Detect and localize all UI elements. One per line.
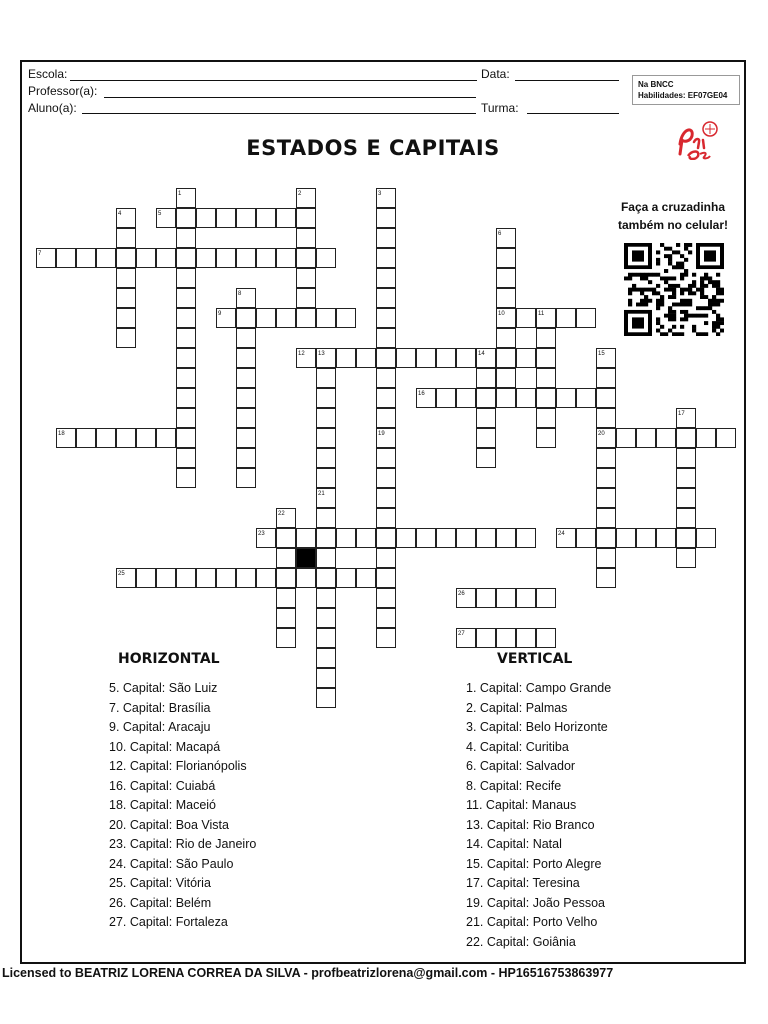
escola-field[interactable] [70, 80, 477, 81]
crossword-cell[interactable] [596, 488, 616, 508]
crossword-cell[interactable] [636, 428, 656, 448]
crossword-cell[interactable] [616, 428, 636, 448]
clue-item: 10. Capital: Macapá [109, 739, 221, 754]
clue-item: 8. Capital: Recife [466, 778, 562, 793]
promo-line-2: também no celular! [617, 218, 729, 232]
professor-label: Professor(a): [28, 84, 98, 98]
crossword-cell[interactable] [76, 248, 96, 268]
turma-field[interactable] [527, 113, 619, 114]
crossword-cell[interactable] [476, 628, 496, 648]
clue-number: 2 [298, 191, 302, 197]
crossword-cell[interactable] [496, 268, 516, 288]
crossword-cell[interactable] [496, 348, 516, 368]
clue-number: 20 [598, 431, 605, 437]
clue-number: 27 [458, 631, 465, 637]
crossword-cell[interactable] [536, 588, 556, 608]
crossword-cell[interactable] [536, 628, 556, 648]
crossword-cell[interactable] [476, 528, 496, 548]
crossword-cell[interactable] [256, 568, 276, 588]
crossword-cell[interactable] [376, 388, 396, 408]
bncc-title: Na BNCC [638, 80, 674, 89]
crossword-cell[interactable] [556, 308, 576, 328]
bncc-box [632, 75, 740, 105]
clue-item: 27. Capital: Fortaleza [109, 915, 228, 929]
crossword-cell[interactable] [176, 248, 196, 268]
crossword-cell[interactable] [676, 548, 696, 568]
crossword-cell[interactable] [176, 308, 196, 328]
crossword-cell[interactable] [316, 308, 336, 328]
crossword-cell[interactable] [256, 248, 276, 268]
crossword-cell[interactable] [236, 208, 256, 228]
clue-item: 11. Capital: Manaus [466, 798, 577, 812]
clue-number: 6 [498, 231, 502, 237]
crossword-cell[interactable] [376, 508, 396, 528]
crossword-cell[interactable] [136, 248, 156, 268]
clue-item: 14. Capital: Natal [466, 837, 562, 851]
clue-number: 17 [678, 411, 685, 417]
clue-number: 24 [558, 531, 565, 537]
crossword-cell[interactable] [456, 348, 476, 368]
crossword-cell[interactable] [276, 308, 296, 328]
clue-number: 1 [178, 191, 182, 197]
crossword-cell[interactable] [196, 568, 216, 588]
clue-number: 8 [238, 291, 242, 297]
crossword-cell[interactable] [696, 428, 716, 448]
aluno-label: Aluno(a): [28, 101, 77, 115]
crossword-cell[interactable] [476, 428, 496, 448]
crossword-cell[interactable] [256, 308, 276, 328]
clue-number: 21 [318, 491, 325, 497]
crossword-cell[interactable] [696, 528, 716, 548]
crossword-cell[interactable] [596, 388, 616, 408]
crossword-cell[interactable] [156, 428, 176, 448]
crossword-cell[interactable] [676, 468, 696, 488]
license-footer: Licensed to BEATRIZ LORENA CORREA DA SILVA - profbeatrizlorena@gmail.com - HP16516753863977 [2, 966, 614, 980]
crossword-cell[interactable] [416, 348, 436, 368]
crossword-cell[interactable] [536, 388, 556, 408]
crossword-cell[interactable] [296, 288, 316, 308]
crossword-cell[interactable] [256, 208, 276, 228]
crossword-cell[interactable] [316, 608, 336, 628]
crossword-cell[interactable] [276, 608, 296, 628]
crossword-cell[interactable] [236, 408, 256, 428]
crossword-cell[interactable] [496, 368, 516, 388]
horizontal-heading: HORIZONTAL [118, 651, 220, 667]
clue-item: 24. Capital: São Paulo [109, 856, 234, 871]
crossword-cell[interactable] [396, 528, 416, 548]
clue-item: 5. Capital: São Luiz [109, 681, 218, 695]
crossword-cell[interactable] [236, 368, 256, 388]
crossword-cell[interactable] [116, 428, 136, 448]
professor-field[interactable] [104, 97, 476, 98]
crossword-cell[interactable] [176, 348, 196, 368]
clue-number: 9 [218, 311, 222, 317]
crossword-cell[interactable] [516, 528, 536, 548]
vertical-clues-list [466, 679, 611, 952]
crossword-cell[interactable] [416, 528, 436, 548]
crossword-cell[interactable] [316, 388, 336, 408]
crossword-cell[interactable] [536, 328, 556, 348]
crossword-cell[interactable] [596, 528, 616, 548]
crossword-cell[interactable] [676, 488, 696, 508]
crossword-cell[interactable] [276, 568, 296, 588]
crossword-cell[interactable] [56, 248, 76, 268]
crossword-cell[interactable] [176, 208, 196, 228]
crossword-cell[interactable] [436, 528, 456, 548]
black-cell [296, 548, 316, 568]
crossword-cell[interactable] [376, 228, 396, 248]
crossword-cell[interactable] [376, 548, 396, 568]
crossword-cell[interactable] [316, 688, 336, 708]
clue-number: 10 [498, 311, 505, 317]
crossword-cell[interactable] [436, 388, 456, 408]
crossword-cell[interactable] [656, 528, 676, 548]
crossword-cell[interactable] [496, 528, 516, 548]
crossword-cell[interactable] [576, 308, 596, 328]
crossword-cell[interactable] [296, 568, 316, 588]
crossword-cell[interactable] [356, 528, 376, 548]
clue-item: 21. Capital: Porto Velho [466, 915, 598, 929]
crossword-cell[interactable] [316, 568, 336, 588]
crossword-cell[interactable] [316, 408, 336, 428]
crossword-cell[interactable] [136, 428, 156, 448]
crossword-cell[interactable] [376, 328, 396, 348]
crossword-cell[interactable] [236, 568, 256, 588]
crossword-cell[interactable] [176, 328, 196, 348]
crossword-cell[interactable] [296, 228, 316, 248]
clue-item: 9. Capital: Aracaju [109, 720, 211, 734]
crossword-cell[interactable] [156, 568, 176, 588]
crossword-cell[interactable] [176, 288, 196, 308]
crossword-cell[interactable] [656, 428, 676, 448]
crossword-cell[interactable] [236, 428, 256, 448]
horizontal-clues-list [109, 679, 256, 933]
clue-item: 6. Capital: Salvador [466, 759, 576, 773]
crossword-cell[interactable] [716, 428, 736, 448]
crossword-cell[interactable] [296, 308, 316, 328]
crossword-cell[interactable] [176, 388, 196, 408]
crossword-cell[interactable] [236, 328, 256, 348]
crossword-cell[interactable] [216, 208, 236, 228]
crossword-cell[interactable] [376, 348, 396, 368]
crossword-cell[interactable] [376, 408, 396, 428]
crossword-cell[interactable] [596, 408, 616, 428]
crossword-cell[interactable] [296, 248, 316, 268]
crossword-cell[interactable] [176, 268, 196, 288]
crossword-cell[interactable] [116, 328, 136, 348]
crossword-cell[interactable] [596, 508, 616, 528]
crossword-cell[interactable] [596, 548, 616, 568]
clue-item: 22. Capital: Goiânia [466, 934, 576, 949]
crossword-cell[interactable] [236, 308, 256, 328]
crossword-cell[interactable] [476, 448, 496, 468]
clue-number: 23 [258, 531, 265, 537]
data-label: Data: [481, 67, 510, 81]
crossword-cell[interactable] [176, 468, 196, 488]
crossword-cell[interactable] [496, 388, 516, 408]
crossword-cell[interactable] [316, 588, 336, 608]
crossword-cell[interactable] [316, 468, 336, 488]
crossword-cell[interactable] [236, 388, 256, 408]
crossword-cell[interactable] [276, 548, 296, 568]
crossword-cell[interactable] [236, 448, 256, 468]
crossword-cell[interactable] [536, 408, 556, 428]
crossword-cell[interactable] [276, 248, 296, 268]
crossword-cell[interactable] [176, 368, 196, 388]
crossword-cell[interactable] [176, 408, 196, 428]
crossword-cell[interactable] [436, 348, 456, 368]
crossword-cell[interactable] [276, 208, 296, 228]
crossword-cell[interactable] [316, 448, 336, 468]
crossword-cell[interactable] [456, 528, 476, 548]
crossword-cell[interactable] [316, 648, 336, 668]
turma-label: Turma: [481, 101, 519, 115]
crossword-cell[interactable] [196, 248, 216, 268]
crossword-cell[interactable] [236, 248, 256, 268]
crossword-cell[interactable] [196, 208, 216, 228]
crossword-cell[interactable] [536, 348, 556, 368]
clue-item: 25. Capital: Vitória [109, 876, 211, 890]
crossword-cell[interactable] [596, 368, 616, 388]
crossword-cell[interactable] [496, 588, 516, 608]
clue-item: 4. Capital: Curitiba [466, 739, 569, 754]
crossword-cell[interactable] [496, 328, 516, 348]
clue-item: 15. Capital: Porto Alegre [466, 856, 602, 871]
clue-number: 25 [118, 571, 125, 577]
crossword-cell[interactable] [116, 268, 136, 288]
clue-item: 12. Capital: Florianópolis [109, 759, 247, 773]
crossword-cell[interactable] [576, 528, 596, 548]
clue-number: 14 [478, 351, 485, 357]
clue-number: 26 [458, 591, 465, 597]
crossword-cell[interactable] [116, 308, 136, 328]
crossword-cell[interactable] [376, 308, 396, 328]
crossword-cell[interactable] [276, 528, 296, 548]
crossword-cell[interactable] [476, 408, 496, 428]
aluno-field[interactable] [82, 113, 476, 114]
clue-item: 20. Capital: Boa Vista [109, 817, 229, 832]
clue-number: 12 [298, 351, 305, 357]
crossword-cell[interactable] [336, 348, 356, 368]
crossword-cell[interactable] [616, 528, 636, 548]
crossword-cell[interactable] [516, 308, 536, 328]
crossword-cell[interactable] [676, 508, 696, 528]
crossword-cell[interactable] [336, 568, 356, 588]
clue-number: 3 [378, 191, 382, 197]
crossword-cell[interactable] [76, 428, 96, 448]
crossword-cell[interactable] [156, 248, 176, 268]
crossword-cell[interactable] [316, 508, 336, 528]
clue-number: 4 [118, 211, 122, 217]
clue-number: 7 [38, 251, 42, 257]
crossword-cell[interactable] [396, 348, 416, 368]
clue-item: 17. Capital: Teresina [466, 876, 580, 890]
crossword-cell[interactable] [676, 428, 696, 448]
clue-item: 18. Capital: Maceió [109, 798, 217, 812]
vertical-heading: VERTICAL [497, 651, 573, 667]
crossword-cell[interactable] [476, 368, 496, 388]
page-title: ESTADOS E CAPITAIS [246, 136, 500, 160]
clue-item: 3. Capital: Belo Horizonte [466, 720, 608, 734]
crossword-cell[interactable] [336, 528, 356, 548]
qr-code-icon[interactable] [624, 243, 724, 336]
promo-line-1: Faça a cruzadinha [620, 200, 726, 214]
crossword-cell[interactable] [216, 568, 236, 588]
crossword-cell[interactable] [536, 428, 556, 448]
crossword-cell[interactable] [376, 588, 396, 608]
crossword-cell[interactable] [376, 608, 396, 628]
crossword-cell[interactable] [336, 308, 356, 328]
crossword-cell[interactable] [596, 468, 616, 488]
crossword-cell[interactable] [376, 248, 396, 268]
crossword-cell[interactable] [376, 288, 396, 308]
crossword-cell[interactable] [176, 448, 196, 468]
crossword-cell[interactable] [316, 668, 336, 688]
crossword-cell[interactable] [456, 388, 476, 408]
crossword-cell[interactable] [516, 588, 536, 608]
crossword-cell[interactable] [516, 388, 536, 408]
crossword-cell[interactable] [596, 448, 616, 468]
clue-item: 2. Capital: Palmas [466, 700, 568, 715]
crossword-cell[interactable] [296, 528, 316, 548]
crossword-cell[interactable] [216, 248, 236, 268]
crossword-cell[interactable] [376, 628, 396, 648]
crossword-cell[interactable] [636, 528, 656, 548]
crossword-cell[interactable] [376, 468, 396, 488]
crossword-cell[interactable] [116, 288, 136, 308]
crossword-cell[interactable] [376, 448, 396, 468]
crossword-cell[interactable] [536, 368, 556, 388]
clue-item: 13. Capital: Rio Branco [466, 817, 595, 832]
crossword-cell[interactable] [276, 588, 296, 608]
clue-item: 26. Capital: Belém [109, 895, 212, 910]
crossword-cell[interactable] [176, 428, 196, 448]
clue-item: 16. Capital: Cuiabá [109, 778, 216, 793]
clue-number: 18 [58, 431, 65, 437]
crossword-cell[interactable] [376, 268, 396, 288]
mobile-promo [608, 198, 738, 234]
crossword-cell[interactable] [356, 348, 376, 368]
crossword-cell[interactable] [296, 268, 316, 288]
crossword-cell[interactable] [516, 628, 536, 648]
crossword-cell[interactable] [96, 248, 116, 268]
crossword-cell[interactable] [476, 588, 496, 608]
clue-item: 1. Capital: Campo Grande [466, 681, 612, 695]
clue-number: 22 [278, 511, 285, 517]
crossword-cell[interactable] [676, 528, 696, 548]
crossword-cell[interactable] [296, 208, 316, 228]
crossword-cell[interactable] [316, 628, 336, 648]
crossword-cell[interactable] [276, 628, 296, 648]
crossword-cell[interactable] [316, 528, 336, 548]
clue-number: 16 [418, 391, 425, 397]
clue-number: 15 [598, 351, 605, 357]
crossword-cell[interactable] [116, 228, 136, 248]
crossword-cell[interactable] [316, 548, 336, 568]
crossword-cell[interactable] [376, 568, 396, 588]
data-field[interactable] [515, 80, 619, 81]
crossword-cell[interactable] [96, 428, 116, 448]
crossword-cell[interactable] [136, 568, 156, 588]
crossword-cell[interactable] [676, 448, 696, 468]
bncc-skills: Habilidades: EF07GE04 [638, 91, 728, 100]
crossword-cell[interactable] [376, 368, 396, 388]
crossword-cell[interactable] [316, 368, 336, 388]
clue-item: 23. Capital: Rio de Janeiro [109, 837, 257, 851]
crossword-cell[interactable] [496, 288, 516, 308]
crossword-cell[interactable] [236, 468, 256, 488]
crossword-cell[interactable] [376, 528, 396, 548]
crossword-cell[interactable] [176, 228, 196, 248]
crossword-cell[interactable] [496, 628, 516, 648]
crossword-cell[interactable] [116, 248, 136, 268]
clue-number: 5 [158, 211, 162, 217]
crossword-cell[interactable] [376, 208, 396, 228]
crossword-cell[interactable] [316, 248, 336, 268]
crossword-cell[interactable] [376, 488, 396, 508]
crossword-cell[interactable] [516, 348, 536, 368]
crossword-cell[interactable] [596, 568, 616, 588]
clue-item: 19. Capital: João Pessoa [466, 895, 605, 910]
crossword-cell[interactable] [576, 388, 596, 408]
crossword-cell[interactable] [496, 248, 516, 268]
crossword-cell[interactable] [476, 388, 496, 408]
clue-item: 7. Capital: Brasília [109, 700, 211, 715]
clue-number: 19 [378, 431, 385, 437]
crossword-cell[interactable] [556, 388, 576, 408]
crossword-cell[interactable] [316, 428, 336, 448]
crossword-cell[interactable] [176, 568, 196, 588]
crossword-cell[interactable] [236, 348, 256, 368]
escola-label: Escola: [28, 67, 68, 81]
clue-number: 13 [318, 351, 325, 357]
clue-number: 11 [538, 311, 545, 317]
crossword-cell[interactable] [356, 568, 376, 588]
